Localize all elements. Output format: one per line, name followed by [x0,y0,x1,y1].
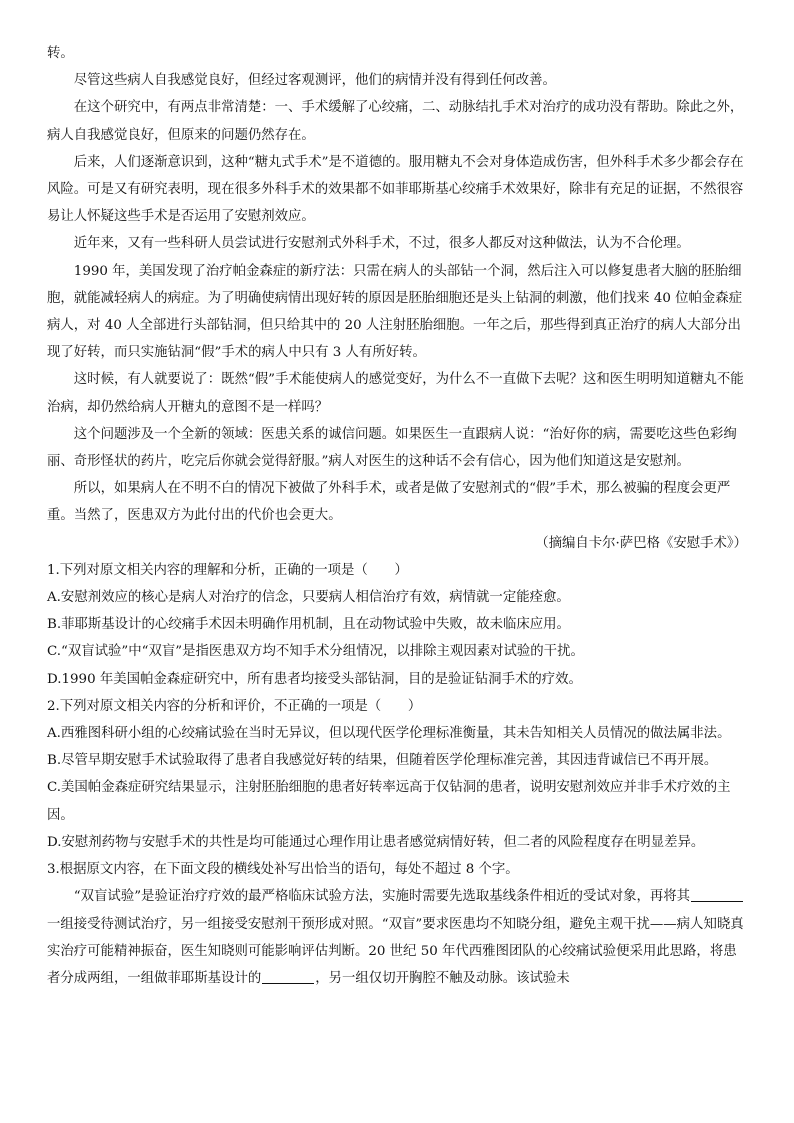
fill-in-paragraph [47,883,747,992]
answer-option: C.美国帕金森症研究结果显示，注射胚胎细胞的患者好转率远高于仅钻洞的患者，说明安慰剂效应并非手术疗效的主因。 [47,780,731,823]
passage-paragraph: 在这个研究中，有两点非常清楚：一、手术缓解了心绞痛，二、动脉结扎手术对治疗的成功没有帮助。除此之外，病人自我感觉良好，但原来的问题仍然存在。 [47,100,744,143]
exam-page [47,40,747,992]
answer-option: A.安慰剂效应的核心是病人对治疗的信念，只要病人相信治疗有效，病情就一定能痊愈。 [47,590,570,606]
fill-text-part2: 一组接受待测试治疗，另一组接受安慰剂干预形成对照。“双盲”要求医患均不知晓分组，避免主观干扰——病人知晓真实治疗可能精神振奋，医生知晓则可能影响评估判断。20 世纪 50 年代西雅图团队的心绞痛试验便采用此思路，将患者分成两组，一组做菲耶斯基设计的 [47,916,744,986]
passage-paragraph: 后来，人们逐渐意识到，这种“糖丸式手术”是不道德的。服用糖丸不会对身体造成伤害，但外科手术多少都会存在风险。可是又有研究表明，现在很多外科手术的效果都不如菲耶斯基心绞痛手术效果好，除非有充足的证据，不然很容易让人怀疑这些手术是否运用了安慰剂效应。 [47,154,744,225]
fill-text-part3: ，另一组仅切开胸腔不触及动脉。该试验未 [315,970,570,986]
passage-paragraph: 这个问题涉及一个全新的领域：医患关系的诚信问题。如果医生一直跟病人说：“治好你的病，需要吃这些色彩绚丽、奇形怪状的药片，吃完后你就会觉得舒服。”病人对医生的这种话不会有信心，因为他们知道这是安慰剂。 [47,426,737,470]
question-stem: 2.下列对原文相关内容的分析和评价，不正确的一项是（ ） [47,698,422,714]
question-list [47,557,747,883]
question-stem: 1.下列对原文相关内容的理解和分析，正确的一项是（ ） [47,562,408,578]
answer-option: D.1990 年美国帕金森症研究中，所有患者均接受头部钻洞，目的是验证钻洞手术的疗效。 [47,671,582,687]
answer-option: B.尽管早期安慰手术试验取得了患者自我感觉好转的结果，但随着医学伦理标准完善，其因违背诚信已不再开展。 [47,753,718,769]
answer-blank-2[interactable] [262,969,314,984]
answer-option: D.安慰剂药物与安慰手术的共性是均可能通过心理作用让患者感觉病情好转，但二者的风险程度存在明显差异。 [47,834,705,850]
passage-paragraph: 尽管这些病人自我感觉良好，但经过客观测评，他们的病情并没有得到任何改善。 [73,73,556,89]
passage-paragraph: 转。 [47,46,74,61]
answer-blank-1[interactable] [691,887,743,902]
answer-option: A.西雅图科研小组的心绞痛试验在当时无异议，但以现代医学伦理标准衡量，其未告知相关人员情况的做法属非法。 [47,726,731,742]
question-stem: 3.根据原文内容，在下面文段的横线处补写出恰当的语句，每处不超过 8 个字。 [47,862,519,878]
answer-option: B.菲耶斯基设计的心绞痛手术因未明确作用机制，且在动物试验中失败，故未临床应用。 [47,617,570,633]
answer-option: C.“双盲试验”中“双盲”是指医患双方均不知手术分组情况，以排除主观因素对试验的干扰。 [47,644,584,660]
fill-text-part1: “双盲试验”是验证治疗疗效的最严格临床试验方法，实施时需要先选取基线条件相近的受试对象，再将其 [73,889,691,905]
passage-paragraph: 所以，如果病人在不明不白的情况下被做了外科手术，或者是做了安慰剂式的“假”手术，那么被骗的程度会更严重。当然了，医患双方为此付出的代价也会更大。 [47,481,731,524]
reading-passage [47,40,747,530]
passage-paragraph: 近年来，又有一些科研人员尝试进行安慰剂式外科手术，不过，很多人都反对这种做法，认为不合伦理。 [73,236,690,252]
passage-paragraph: 这时候，有人就要说了：既然“假”手术能使病人的感觉变好，为什么不一直做下去呢？这和医生明明知道糖丸不能治病，却仍然给病人开糖丸的意图不是一样吗？ [47,372,744,415]
passage-paragraph: 1990 年，美国发现了治疗帕金森症的新疗法：只需在病人的头部钻一个洞，然后注入可以修复患者大脑的胚胎细胞，就能减轻病人的病症。为了明确使病情出现好转的原因是胚胎细胞还是头上钻洞的刺激，他们找来 40 位帕金森症病人，对 40 人全部进行头部钻洞，但只给其中的 20 人注射胚胎细胞。一年之后，那些得到真正治疗的病人大部分出现了好转，而只实施钻洞“假”手术的病人中只有 3 人有所好转。 [47,263,743,361]
source-citation: （摘编自卡尔·萨巴格《安慰手术》） [535,535,747,551]
